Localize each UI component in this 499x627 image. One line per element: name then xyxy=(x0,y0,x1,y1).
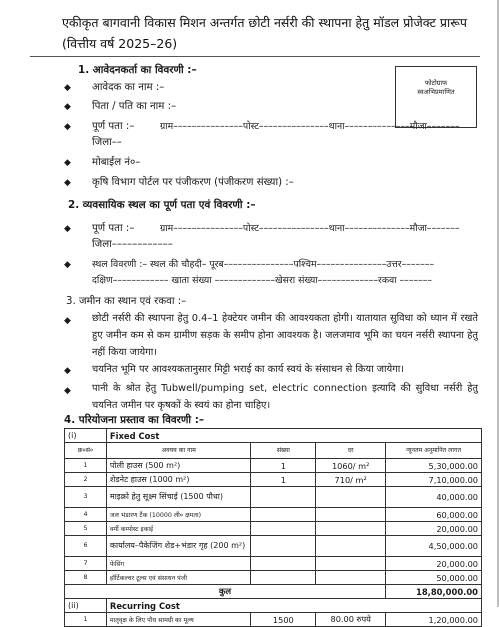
row-serial: 2 xyxy=(65,473,107,487)
row-component: जल भंडारण टैंक (10000 ली० क्षमता) xyxy=(106,508,251,522)
row-cost: 50,000.00 xyxy=(386,571,482,585)
project-cost-table xyxy=(64,428,482,627)
row-serial: 5 xyxy=(65,522,107,536)
bullet-icon: ◆ xyxy=(64,178,71,188)
bullet-icon: ◆ xyxy=(64,224,71,234)
table-row xyxy=(65,557,482,571)
section-2-heading: 2. व्यवसायिक स्थल का पूर्ण पता एवं विवरणी :– xyxy=(68,199,256,211)
photo-box-label: फोटोग्राफ xyxy=(424,79,448,87)
table-row xyxy=(65,571,482,585)
row-serial: 4 xyxy=(65,508,107,522)
bullet-icon: ◆ xyxy=(64,316,71,326)
bullet-icon: ◆ xyxy=(64,386,71,396)
applicant-name-label: आवेदक का नाम :– xyxy=(92,82,165,93)
photo-box xyxy=(395,66,477,128)
row-serial: 7 xyxy=(65,557,107,571)
row-component: हॉर्टिकल्चर टूल्स एवं संसाधन पंजी xyxy=(106,571,251,585)
table-row xyxy=(65,613,482,627)
bullet-icon: ◆ xyxy=(64,366,71,376)
row-rate: 710/ m² xyxy=(316,473,386,487)
portal-registration-label: कृषि विभाग पोर्टल पर पंजीकरण (पंजीकरण संख्या) :– xyxy=(92,177,294,188)
row-quantity xyxy=(251,571,316,585)
row-cost: 7,10,000.00 xyxy=(386,473,482,487)
title-divider xyxy=(30,56,480,57)
row-quantity xyxy=(251,557,316,571)
land-requirement-paragraph: छोटी नर्सरी की स्थापना हेतु 0.4–1 हेक्टेयर जमीन की आवश्यकता होगी। यातायात सुविधा को ध्यान में रखते हुए जमीन कम से कम ग्रामीण सड़क के समीप होना आवश्यक है। जलजमाव भूमि का चयन नर्सरी स्थापना हेतु नहीं किया जायेगा। xyxy=(92,313,478,358)
water-source-paragraph: पानी के श्रोत हेतु Tubwell/pumping set, electric connection इत्यादि की सुविधा नर्सरी हेतु चयनित जमीन पर कृषकों के स्वयं का होना चाहिए। xyxy=(92,383,478,411)
table-row xyxy=(65,522,482,536)
row-quantity xyxy=(251,487,316,508)
fixed-cost-row xyxy=(65,429,482,443)
table-row xyxy=(65,536,482,557)
bullet-icon: ◆ xyxy=(64,83,71,93)
row-component: वर्मी कम्पोस्ट इकाई xyxy=(106,522,251,536)
col-header-cost: न्यूनतम अनुमानित लागत xyxy=(386,443,482,459)
row-cost: 5,30,000.00 xyxy=(386,459,482,473)
section-4-heading: 4. परियोजना प्रस्ताव का विवरणी :– xyxy=(64,414,205,426)
photo-box-sublabel: स्वअभिप्रमाणित xyxy=(417,88,455,96)
row-quantity: 1 xyxy=(251,459,316,473)
row-rate xyxy=(316,557,386,571)
col-header-serial: क्र०सं० xyxy=(65,443,107,459)
row-cost: 20,000.00 xyxy=(386,557,482,571)
site-address-label: पूर्ण पता :– xyxy=(92,223,135,234)
row-component: शेडनेट हाउस (1000 m²) xyxy=(106,473,251,487)
recurring-cost-row xyxy=(65,599,482,613)
address-label: पूर्ण पता :– xyxy=(92,121,135,132)
row-serial: 1 xyxy=(65,459,107,473)
mobile-label: मोबाईल नं०– xyxy=(92,157,141,168)
row-quantity xyxy=(251,508,316,522)
total-label: कुल xyxy=(218,586,232,596)
row-quantity xyxy=(251,522,316,536)
row-cost: 20,000.00 xyxy=(386,522,482,536)
bullet-icon: ◆ xyxy=(64,122,71,132)
table-header-row xyxy=(65,443,482,459)
section-3-heading: 3. जमीन का स्थान एवं रकवा :– xyxy=(66,296,187,307)
row-rate xyxy=(316,487,386,508)
total-value: 18,80,000.00 xyxy=(416,586,478,597)
site-boundary-line: स्थल विवरणी :– स्थल की चौहदी– पूरब–––––––––––––––पश्चिम–––––––––––––––उत्तर––––––– xyxy=(92,259,435,270)
row-rate: 1060/ m² xyxy=(316,459,386,473)
row-cost: 4,50,000.00 xyxy=(386,536,482,557)
col-header-quantity: संख्या xyxy=(251,443,316,459)
site-district-line: जिला–––––––––––– xyxy=(92,239,173,250)
col-header-component: अवयव का नाम xyxy=(106,443,251,459)
site-village-line: ग्राम–––––––––––––––पोस्ट–––––––––––––––थाना––––––––––––––मौजा––––––– xyxy=(160,223,460,234)
bullet-icon: ◆ xyxy=(64,102,71,112)
table-row xyxy=(65,508,482,522)
bullet-icon: ◆ xyxy=(64,158,71,168)
row-component: कार्यालय–पैकेजिंग शेड+भंडार गृह (200 m²) xyxy=(106,536,251,557)
site-plot-line: दक्षिण–––––––––––– खाता संख्या –––––––––––––खेसरा संख्या–––––––––––––रकवा ––––––– xyxy=(92,275,433,286)
row-quantity: 1500 xyxy=(251,613,316,627)
row-cost: 40,000.00 xyxy=(386,487,482,508)
row-quantity: 1 xyxy=(251,473,316,487)
row-serial: 6 xyxy=(65,536,107,557)
row-component: फेंसिंग xyxy=(106,557,251,571)
father-name-label: पिता / पति का नाम :– xyxy=(92,101,177,112)
table-row xyxy=(65,459,482,473)
row-serial: 1 xyxy=(65,613,107,627)
recurring-cost-label: Recurring Cost xyxy=(109,600,180,611)
address-district-line: जिला–– xyxy=(92,137,122,148)
page-title: एकीकृत बागवानी विकास मिशन अन्तर्गत छोटी नर्सरी की स्थापना हेतु मॉडल प्रोजेक्ट प्रारूप (वित्तीय वर्ष 2025–26) xyxy=(62,15,468,51)
table-row xyxy=(65,487,482,508)
row-component: माइक्रो हेतु सूक्ष्म सिंचाई (1500 पौधा) xyxy=(106,487,251,508)
row-quantity xyxy=(251,536,316,557)
row-cost: 1,20,000.00 xyxy=(386,613,482,627)
address-village-line: ग्राम–––––––––––––––पोस्ट–––––––––––––––थाना––––––––––––––मौजा––––––– xyxy=(160,121,460,132)
section-1-heading: 1. आवेदनकर्ता का विवरणी :– xyxy=(78,64,197,76)
row-rate xyxy=(316,536,386,557)
table-row xyxy=(65,473,482,487)
row-rate xyxy=(316,522,386,536)
recurring-cost-roman: (ii) xyxy=(65,599,107,613)
row-serial: 8 xyxy=(65,571,107,585)
row-rate: 80.00 रुपये xyxy=(316,613,386,627)
bullet-icon: ◆ xyxy=(64,260,71,270)
soil-filling-paragraph: चयनित भूमि पर आवश्यकतानुसार मिट्टी भराई का कार्य स्वयं के संसाधन से किया जायेगा। xyxy=(92,364,404,375)
row-cost: 60,000.00 xyxy=(386,508,482,522)
row-rate xyxy=(316,508,386,522)
row-serial: 3 xyxy=(65,487,107,508)
fixed-cost-label: Fixed Cost xyxy=(109,430,160,441)
row-rate xyxy=(316,571,386,585)
col-header-rate: दर xyxy=(316,443,386,459)
fixed-cost-roman: (i) xyxy=(65,429,107,443)
total-row xyxy=(65,585,482,599)
row-component: पोली हाउस (500 m²) xyxy=(106,459,251,473)
row-component: मातृवृक्ष के लिए पौध सामग्री का मूल्य xyxy=(106,613,251,627)
